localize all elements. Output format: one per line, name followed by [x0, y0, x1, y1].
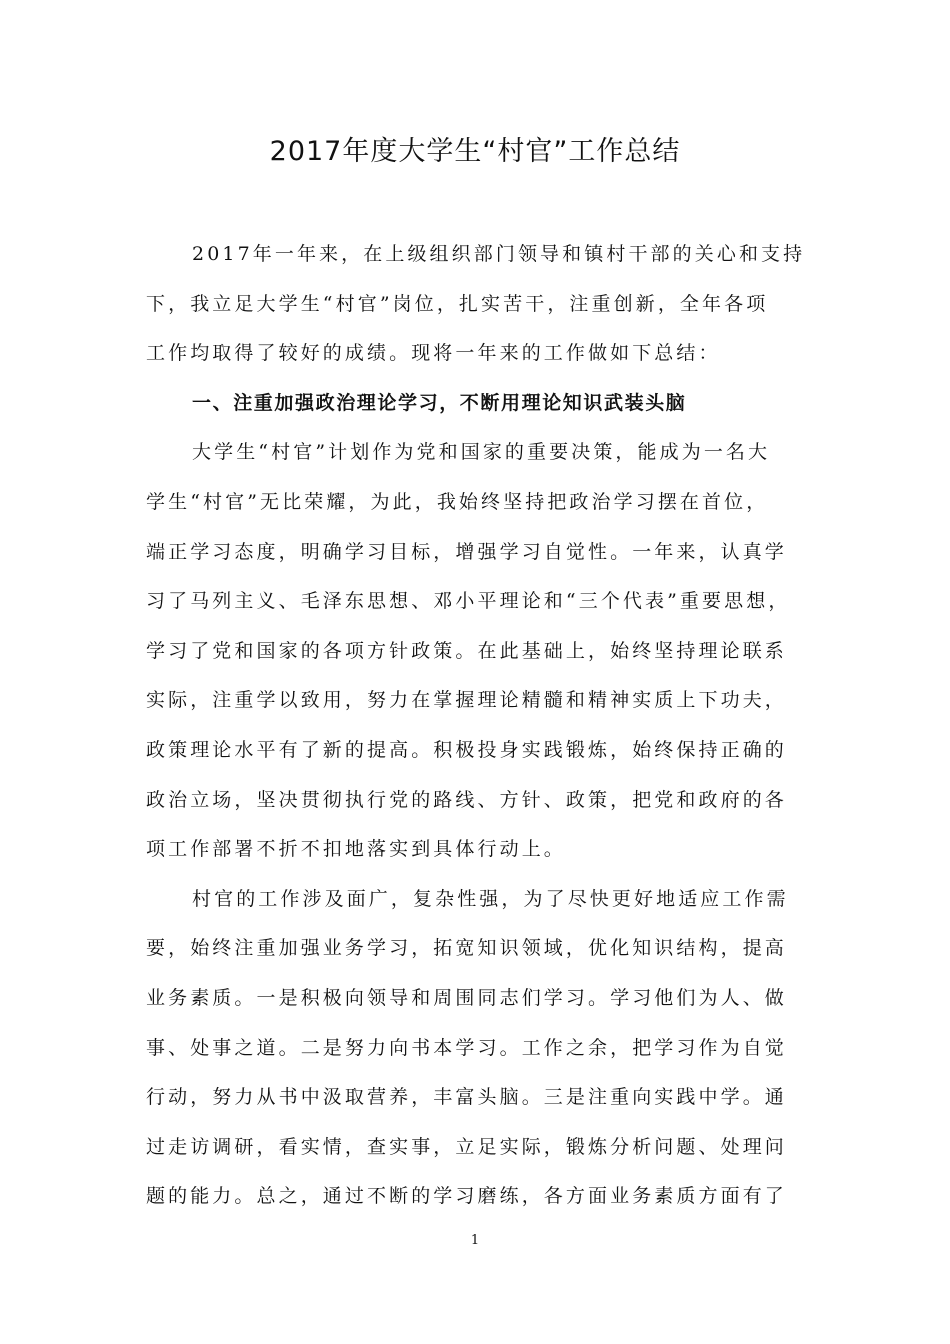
- paragraph-2-line-4: 习了马列主义、毛泽东思想、邓小平理论和“三个代表”重要思想，: [146, 590, 791, 613]
- paragraph-1-line-3: 工作均取得了较好的成绩。现将一年来的工作做如下总结：: [146, 342, 721, 365]
- document-title: 2017年度大学生“村官”工作总结: [269, 136, 681, 167]
- paragraph-3-line-1: 村官的工作涉及面广，复杂性强，为了尽快更好地适应工作需: [192, 887, 789, 910]
- paragraph-2-line-9: 项工作部署不折不扣地落实到具体行动上。: [146, 838, 566, 861]
- paragraph-3-line-4: 事、处事之道。二是努力向书本学习。工作之余，把学习作为自觉: [146, 1036, 787, 1059]
- paragraph-3-line-3: 业务素质。一是积极向领导和周围同志们学习。学习他们为人、做: [146, 986, 787, 1009]
- paragraph-1-line-1: 2017年一年来，在上级组织部门领导和镇村干部的关心和支持: [192, 243, 806, 265]
- paragraph-2-line-6: 实际，注重学以致用，努力在掌握理论精髓和精神实质上下功夫，: [146, 689, 787, 712]
- section-heading-1: 一、注重加强政治理论学习，不断用理论知识武装头脑: [192, 391, 687, 414]
- paragraph-3-line-5: 行动，努力从书中汲取营养，丰富头脑。三是注重向实践中学。通: [146, 1086, 787, 1109]
- paragraph-3-line-7: 题的能力。总之，通过不断的学习磨练，各方面业务素质方面有了: [146, 1185, 787, 1208]
- paragraph-2-line-5: 学习了党和国家的各项方针政策。在此基础上，始终坚持理论联系: [146, 639, 787, 662]
- document-body: [146, 230, 810, 1222]
- paragraph-2-line-3: 端正学习态度，明确学习目标，增强学习自觉性。一年来，认真学: [146, 540, 787, 563]
- paragraph-3-line-2: 要，始终注重加强业务学习，拓宽知识领域，优化知识结构，提高: [146, 937, 787, 960]
- paragraph-2-line-8: 政治立场，坚决贯彻执行党的路线、方针、政策，把党和政府的各: [146, 788, 787, 811]
- paragraph-3-line-6: 过走访调研，看实情，查实事，立足实际，锻炼分析问题、处理问: [146, 1135, 787, 1158]
- paragraph-2-line-7: 政策理论水平有了新的提高。积极投身实践锻炼，始终保持正确的: [146, 738, 787, 761]
- paragraph-2-line-1: 大学生“村官”计划作为党和国家的重要决策，能成为一名大: [192, 441, 771, 464]
- paragraph-1-line-2: 下，我立足大学生“村官”岗位，扎实苦干，注重创新，全年各项: [146, 292, 769, 315]
- paragraph-2-line-2: 学生“村官”无比荣耀，为此，我始终坚持把政治学习摆在首位，: [146, 490, 769, 513]
- page-number: 1: [470, 1233, 480, 1248]
